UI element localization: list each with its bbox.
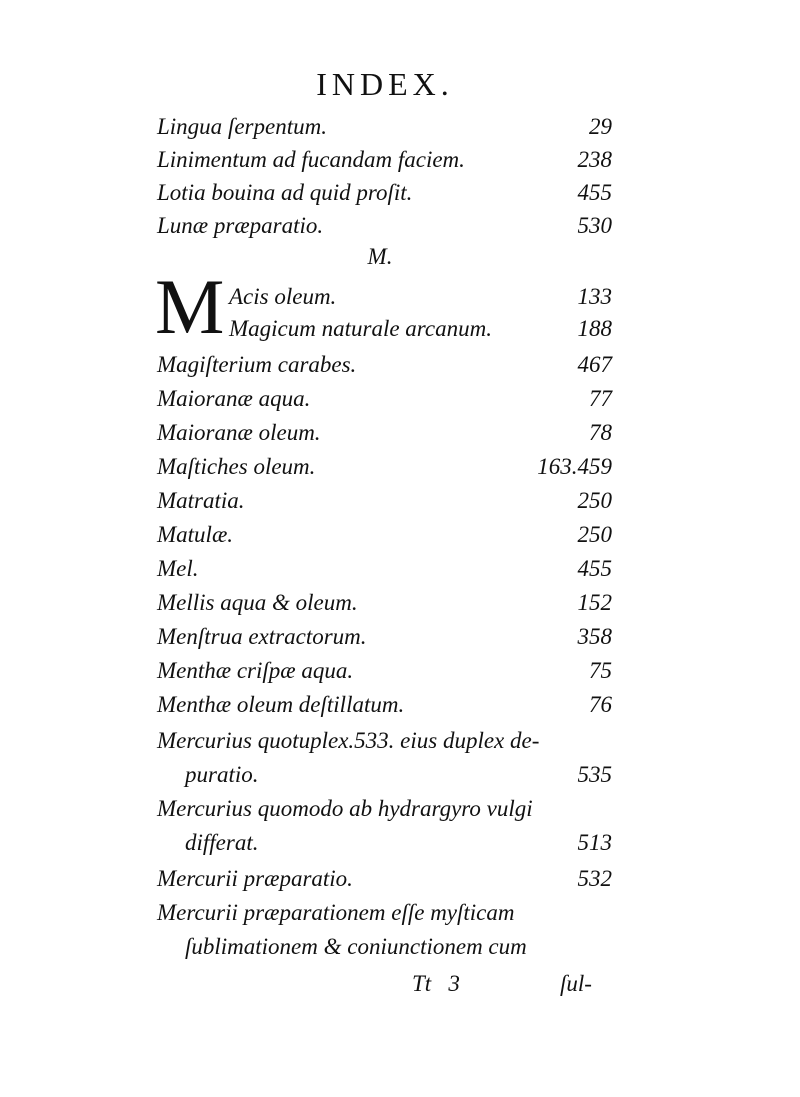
entry-page: 467 — [577, 352, 612, 377]
entry-page: 513 — [577, 830, 612, 855]
entry-term: ſublimationem & coniunctionem cum — [185, 934, 527, 959]
entry-term: Maioranæ oleum. — [157, 420, 321, 445]
entry-page: 188 — [577, 316, 612, 341]
signature-mark: Tt 3 — [412, 971, 460, 996]
index-entry — [157, 862, 612, 896]
entry-term: puratio. — [185, 762, 259, 787]
entry-page: 535 — [577, 762, 612, 787]
index-entry — [157, 450, 612, 484]
entry-term: Mercurii præparationem eſſe myſticam — [157, 900, 515, 925]
entry-term: Lotia bouina ad quid proſit. — [157, 180, 413, 205]
entry-page: 530 — [577, 213, 612, 238]
index-entry-continuation — [157, 758, 612, 792]
entry-term: Mel. — [157, 556, 199, 581]
entry-page: 163.459 — [537, 454, 612, 479]
entry-term: Lingua ſerpentum. — [157, 114, 327, 139]
index-entry — [157, 312, 612, 346]
entry-page: 455 — [577, 180, 612, 205]
entry-page: 133 — [577, 284, 612, 309]
entry-page: 250 — [577, 488, 612, 513]
entry-term: Menthæ oleum deſtillatum. — [157, 692, 405, 717]
index-entry — [157, 110, 612, 144]
index-entry — [157, 654, 612, 688]
entry-term: Magiſterium carabes. — [157, 352, 357, 377]
entry-page: 250 — [577, 522, 612, 547]
index-entry — [157, 518, 612, 552]
entry-page: 532 — [577, 866, 612, 891]
index-entry — [157, 792, 612, 826]
entry-term: Maioranæ aqua. — [157, 386, 311, 411]
index-entry — [157, 209, 612, 243]
index-entry — [157, 586, 612, 620]
entry-page: 75 — [589, 658, 612, 683]
index-entry — [157, 724, 612, 758]
index-entry — [157, 484, 612, 518]
entry-page: 152 — [577, 590, 612, 615]
entry-page: 77 — [589, 386, 612, 411]
entry-term: Menthæ criſpæ aqua. — [157, 658, 354, 683]
entry-page: 78 — [589, 420, 612, 445]
entry-term: Mercurius quomodo ab hydrargyro vulgi — [157, 796, 533, 821]
entry-term: Mercurius quotuplex.533. eius duplex de- — [157, 728, 540, 753]
drop-cap: M — [155, 263, 225, 350]
index-entry — [157, 348, 612, 382]
entry-page: 455 — [577, 556, 612, 581]
index-entry — [157, 382, 612, 416]
catchword: ſul- — [560, 971, 592, 996]
index-entry — [157, 416, 612, 450]
index-entry — [157, 280, 612, 314]
index-entry — [157, 896, 612, 930]
entry-page: 358 — [577, 624, 612, 649]
entry-term: Matulæ. — [157, 522, 234, 547]
entry-page: 238 — [577, 147, 612, 172]
entry-term: Magicum naturale arcanum. — [229, 316, 492, 341]
entry-page: 29 — [589, 114, 612, 139]
index-entry — [157, 552, 612, 586]
entry-term: Matratia. — [157, 488, 245, 513]
index-entry — [157, 143, 612, 177]
entry-page: 76 — [589, 692, 612, 717]
index-entry — [157, 688, 612, 722]
entry-term: Mellis aqua & oleum. — [157, 590, 358, 615]
entry-term: Lunæ præparatio. — [157, 213, 324, 238]
entry-term: Mercurii præparatio. — [157, 866, 353, 891]
entry-term: Linimentum ad fucandam faciem. — [157, 147, 465, 172]
page-title: INDEX. — [316, 66, 454, 102]
index-entry-continuation — [157, 930, 612, 964]
index-entry — [157, 176, 612, 210]
entry-term: Maſtiches oleum. — [157, 454, 316, 479]
entry-term: differat. — [185, 830, 259, 855]
index-entry-continuation — [157, 826, 612, 860]
index-entry — [157, 620, 612, 654]
section-heading: M. — [367, 244, 393, 269]
entry-term: Menſtrua extractorum. — [157, 624, 367, 649]
entry-term: Acis oleum. — [229, 284, 337, 309]
